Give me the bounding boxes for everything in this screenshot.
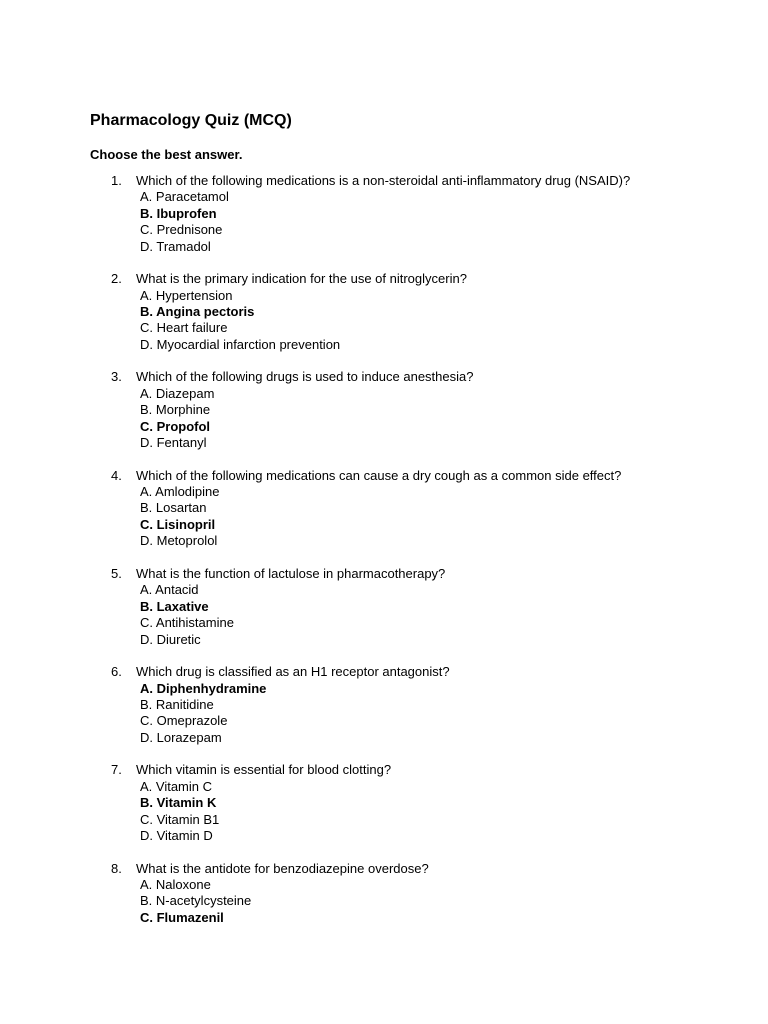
answer-option-correct: B. Laxative <box>140 598 209 614</box>
question-text: Which of the following medications is a non-steroidal anti-inflammatory drug (NSAID)? <box>136 173 631 188</box>
answer-option: B. Losartan <box>140 500 207 516</box>
question-number: 3. <box>111 369 122 385</box>
question-number: 4. <box>111 467 122 483</box>
quiz-title: Pharmacology Quiz (MCQ) <box>90 112 292 129</box>
answer-option: B. Ranitidine <box>140 696 214 712</box>
answer-option-correct: A. Diphenhydramine <box>140 680 267 696</box>
answer-option: C. Vitamin B1 <box>140 811 220 827</box>
question-item <box>90 664 728 746</box>
answer-option: C. Heart failure <box>140 320 228 336</box>
answer-option: D. Lorazepam <box>140 729 222 745</box>
question-text: Which of the following medications can cause a dry cough as a common side effect? <box>136 467 622 483</box>
question-item <box>90 861 728 927</box>
answer-option: B. Morphine <box>140 402 211 418</box>
answer-options <box>136 779 728 845</box>
question-text: Which drug is classified as an H1 receptor antagonist? <box>136 664 450 680</box>
answer-option-correct: B. Ibuprofen <box>140 205 217 221</box>
answer-option: A. Vitamin C <box>140 778 213 794</box>
answer-option: C. Omeprazole <box>140 713 228 729</box>
answer-option: A. Diazepam <box>140 385 215 401</box>
question-number: 7. <box>111 762 122 778</box>
answer-option: A. Antacid <box>140 582 199 598</box>
answer-option-correct: B. Angina pectoris <box>140 304 255 320</box>
answer-option: C. Prednisone <box>140 222 223 238</box>
question-text: What is the primary indication for the use of nitroglycerin? <box>136 271 467 287</box>
answer-option-correct: C. Flumazenil <box>140 909 224 925</box>
question-item <box>90 369 728 451</box>
question-number: 6. <box>111 664 122 680</box>
answer-option-correct: B. Vitamin K <box>140 795 217 811</box>
question-item <box>90 271 728 353</box>
question-text: Which of the following drugs is used to induce anesthesia? <box>136 369 474 385</box>
answer-option: A. Hypertension <box>140 287 233 303</box>
answer-options <box>136 386 728 452</box>
answer-option: D. Diuretic <box>140 631 201 647</box>
quiz-instruction: Choose the best answer. <box>90 147 243 162</box>
answer-options <box>136 288 728 354</box>
answer-options <box>136 189 728 255</box>
question-item <box>90 566 728 648</box>
answer-options <box>136 681 728 747</box>
question-item <box>90 468 728 550</box>
answer-options <box>136 877 728 926</box>
question-item <box>90 173 728 255</box>
answer-option: C. Antihistamine <box>140 615 234 631</box>
answer-option: A. Paracetamol <box>140 189 229 205</box>
question-text: What is the antidote for benzodiazepine overdose? <box>136 860 429 876</box>
answer-option: A. Naloxone <box>140 876 211 892</box>
question-item <box>90 762 728 844</box>
answer-option: A. Amlodipine <box>140 484 220 500</box>
answer-option: D. Metoprolol <box>140 533 218 549</box>
question-number: 5. <box>111 565 122 581</box>
question-number: 2. <box>111 271 122 287</box>
question-text: Which vitamin is essential for blood clotting? <box>136 762 392 778</box>
answer-option: D. Fentanyl <box>140 435 207 451</box>
answer-options <box>136 582 728 648</box>
question-number: 1. <box>111 173 122 188</box>
question-text: What is the function of lactulose in pharmacotherapy? <box>136 565 446 581</box>
answer-option: D. Tramadol <box>140 238 211 254</box>
answer-option-correct: C. Propofol <box>140 418 211 434</box>
answer-option: D. Myocardial infarction prevention <box>140 336 341 352</box>
answer-option: B. N-acetylcysteine <box>140 893 252 909</box>
answer-option-correct: C. Lisinopril <box>140 516 216 532</box>
answer-options <box>136 484 728 550</box>
answer-option: D. Vitamin D <box>140 827 213 843</box>
question-list <box>90 173 728 926</box>
question-number: 8. <box>111 860 122 876</box>
